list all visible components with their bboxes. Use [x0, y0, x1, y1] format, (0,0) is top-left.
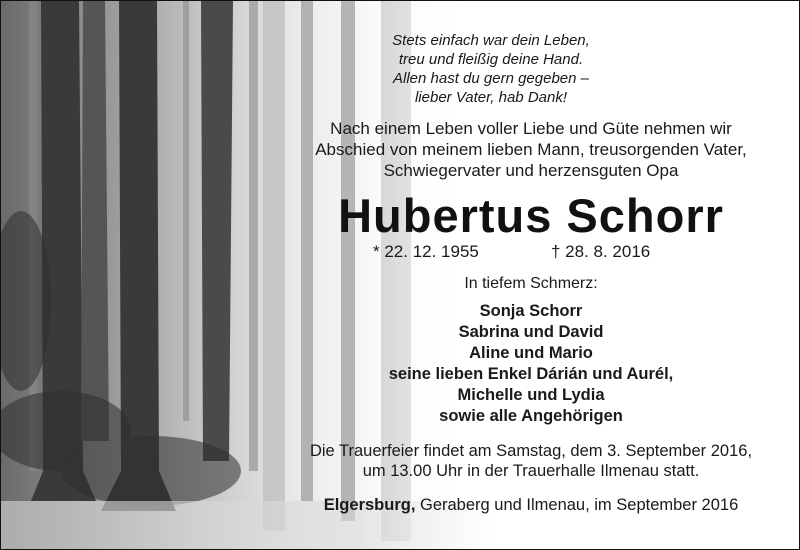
poem-line: Allen hast du gern gegeben –	[393, 70, 589, 87]
life-dates	[271, 242, 791, 264]
place-bold: Elgersburg,	[323, 496, 416, 514]
mourner: Aline und Mario	[469, 344, 593, 362]
intro-text	[271, 118, 791, 181]
mourner: sowie alle Angehörigen	[439, 407, 623, 425]
intro-line: Abschied von meinem lieben Mann, treusorgenden Vater,	[315, 140, 747, 159]
mourner: Michelle und Lydia	[457, 386, 605, 404]
mourning-intro: In tiefem Schmerz:	[464, 275, 598, 292]
funeral-line: um 13.00 Uhr in der Trauerhalle Ilmenau statt.	[362, 462, 700, 480]
poem	[341, 31, 641, 107]
birth-date: * 22. 12. 1955	[373, 242, 479, 261]
place-and-date	[271, 495, 791, 515]
mourner: Sabrina und David	[458, 323, 604, 341]
intro-line: Nach einem Leben voller Liebe und Güte nehmen wir	[330, 119, 732, 138]
place-rest: Geraberg und Ilmenau, im September 2016	[415, 496, 739, 514]
notice-text	[271, 31, 791, 515]
poem-line: lieber Vater, hab Dank!	[414, 89, 568, 106]
poem-line: treu und fleißig deine Hand.	[398, 51, 584, 68]
funeral-info	[271, 441, 791, 481]
mourners-list	[271, 301, 791, 427]
funeral-line: Die Trauerfeier findet am Samstag, dem 3. September 2016,	[309, 442, 753, 460]
mourner: seine lieben Enkel Dárián und Aurél,	[388, 365, 674, 383]
mourner: Sonja Schorr	[479, 302, 583, 320]
death-date: † 28. 8. 2016	[551, 242, 651, 261]
deceased-name: Hubertus Schorr	[338, 189, 724, 242]
intro-line: Schwiegervater und herzensguten Opa	[383, 161, 679, 180]
poem-line: Stets einfach war dein Leben,	[392, 32, 590, 49]
